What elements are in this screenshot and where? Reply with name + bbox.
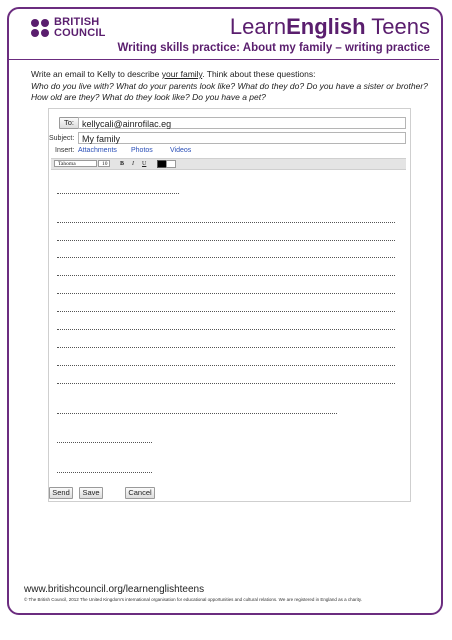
worksheet-title: Writing skills practice: About my family – writing practice (117, 42, 430, 54)
font-select[interactable]: Tahoma (54, 160, 97, 167)
writing-line[interactable] (57, 383, 395, 384)
logo-dots-icon (31, 19, 49, 37)
brand-regular: Learn (229, 14, 287, 39)
brand-bold: English (286, 14, 366, 39)
background-color-icon[interactable] (166, 160, 176, 168)
size-select[interactable]: 10 (98, 160, 110, 167)
brand-suffix: Teens (365, 14, 430, 39)
insert-photos-link[interactable]: Photos (131, 147, 153, 154)
insert-attachments-link[interactable]: Attachments (78, 147, 117, 154)
underline-button[interactable]: U (142, 161, 147, 167)
subject-field[interactable]: My family (78, 132, 406, 144)
writing-line[interactable] (57, 365, 395, 366)
cancel-button[interactable]: Cancel (125, 487, 155, 499)
writing-line[interactable] (57, 329, 395, 330)
instructions-questions: Who do you live with? What do your parents look like? What do they do? Do you have a sister or brother? How old are they? What do they look like? Do you have a pet? (31, 80, 428, 102)
writing-line[interactable] (57, 275, 395, 276)
send-button[interactable]: Send (49, 487, 73, 499)
writing-line[interactable] (57, 472, 152, 473)
org-name-line2: COUNCIL (54, 27, 106, 39)
insert-label: Insert: (55, 147, 75, 154)
writing-line[interactable] (57, 413, 337, 414)
email-form (48, 108, 411, 502)
footer-url[interactable]: www.britishcouncil.org/learnenglishteens (24, 584, 205, 595)
bold-button[interactable]: B (120, 161, 125, 167)
learnenglish-teens-logo (230, 14, 430, 40)
subject-label: Subject: (49, 135, 75, 142)
instructions-underlined: your family (161, 69, 203, 79)
writing-line[interactable] (57, 442, 152, 443)
to-button[interactable]: To: (59, 117, 79, 129)
org-name-line1: BRITISH (54, 16, 100, 28)
to-field[interactable]: kellycali@ainrofilac.eg (78, 117, 406, 129)
writing-line[interactable] (57, 347, 395, 348)
writing-line[interactable] (57, 240, 395, 241)
formatting-toolbar (51, 158, 406, 170)
writing-line[interactable] (57, 257, 395, 258)
insert-videos-link[interactable]: Videos (170, 147, 192, 154)
footer-copyright: © The British Council, 2012 The United Kingdom's international organisation for educational opportunities and cultural relations. We are registered in England as a charity. (24, 597, 363, 602)
italic-button[interactable]: I (132, 161, 134, 167)
writing-line[interactable] (57, 193, 179, 194)
british-council-logo (31, 17, 106, 39)
writing-line[interactable] (57, 222, 395, 223)
instructions (31, 69, 431, 104)
header-divider (9, 59, 439, 60)
save-button[interactable]: Save (79, 487, 103, 499)
writing-line[interactable] (57, 311, 395, 312)
writing-line[interactable] (57, 293, 395, 294)
instructions-suffix: . Think about these questions: (202, 69, 316, 79)
instructions-prefix: Write an email to Kelly to describe (31, 69, 162, 79)
